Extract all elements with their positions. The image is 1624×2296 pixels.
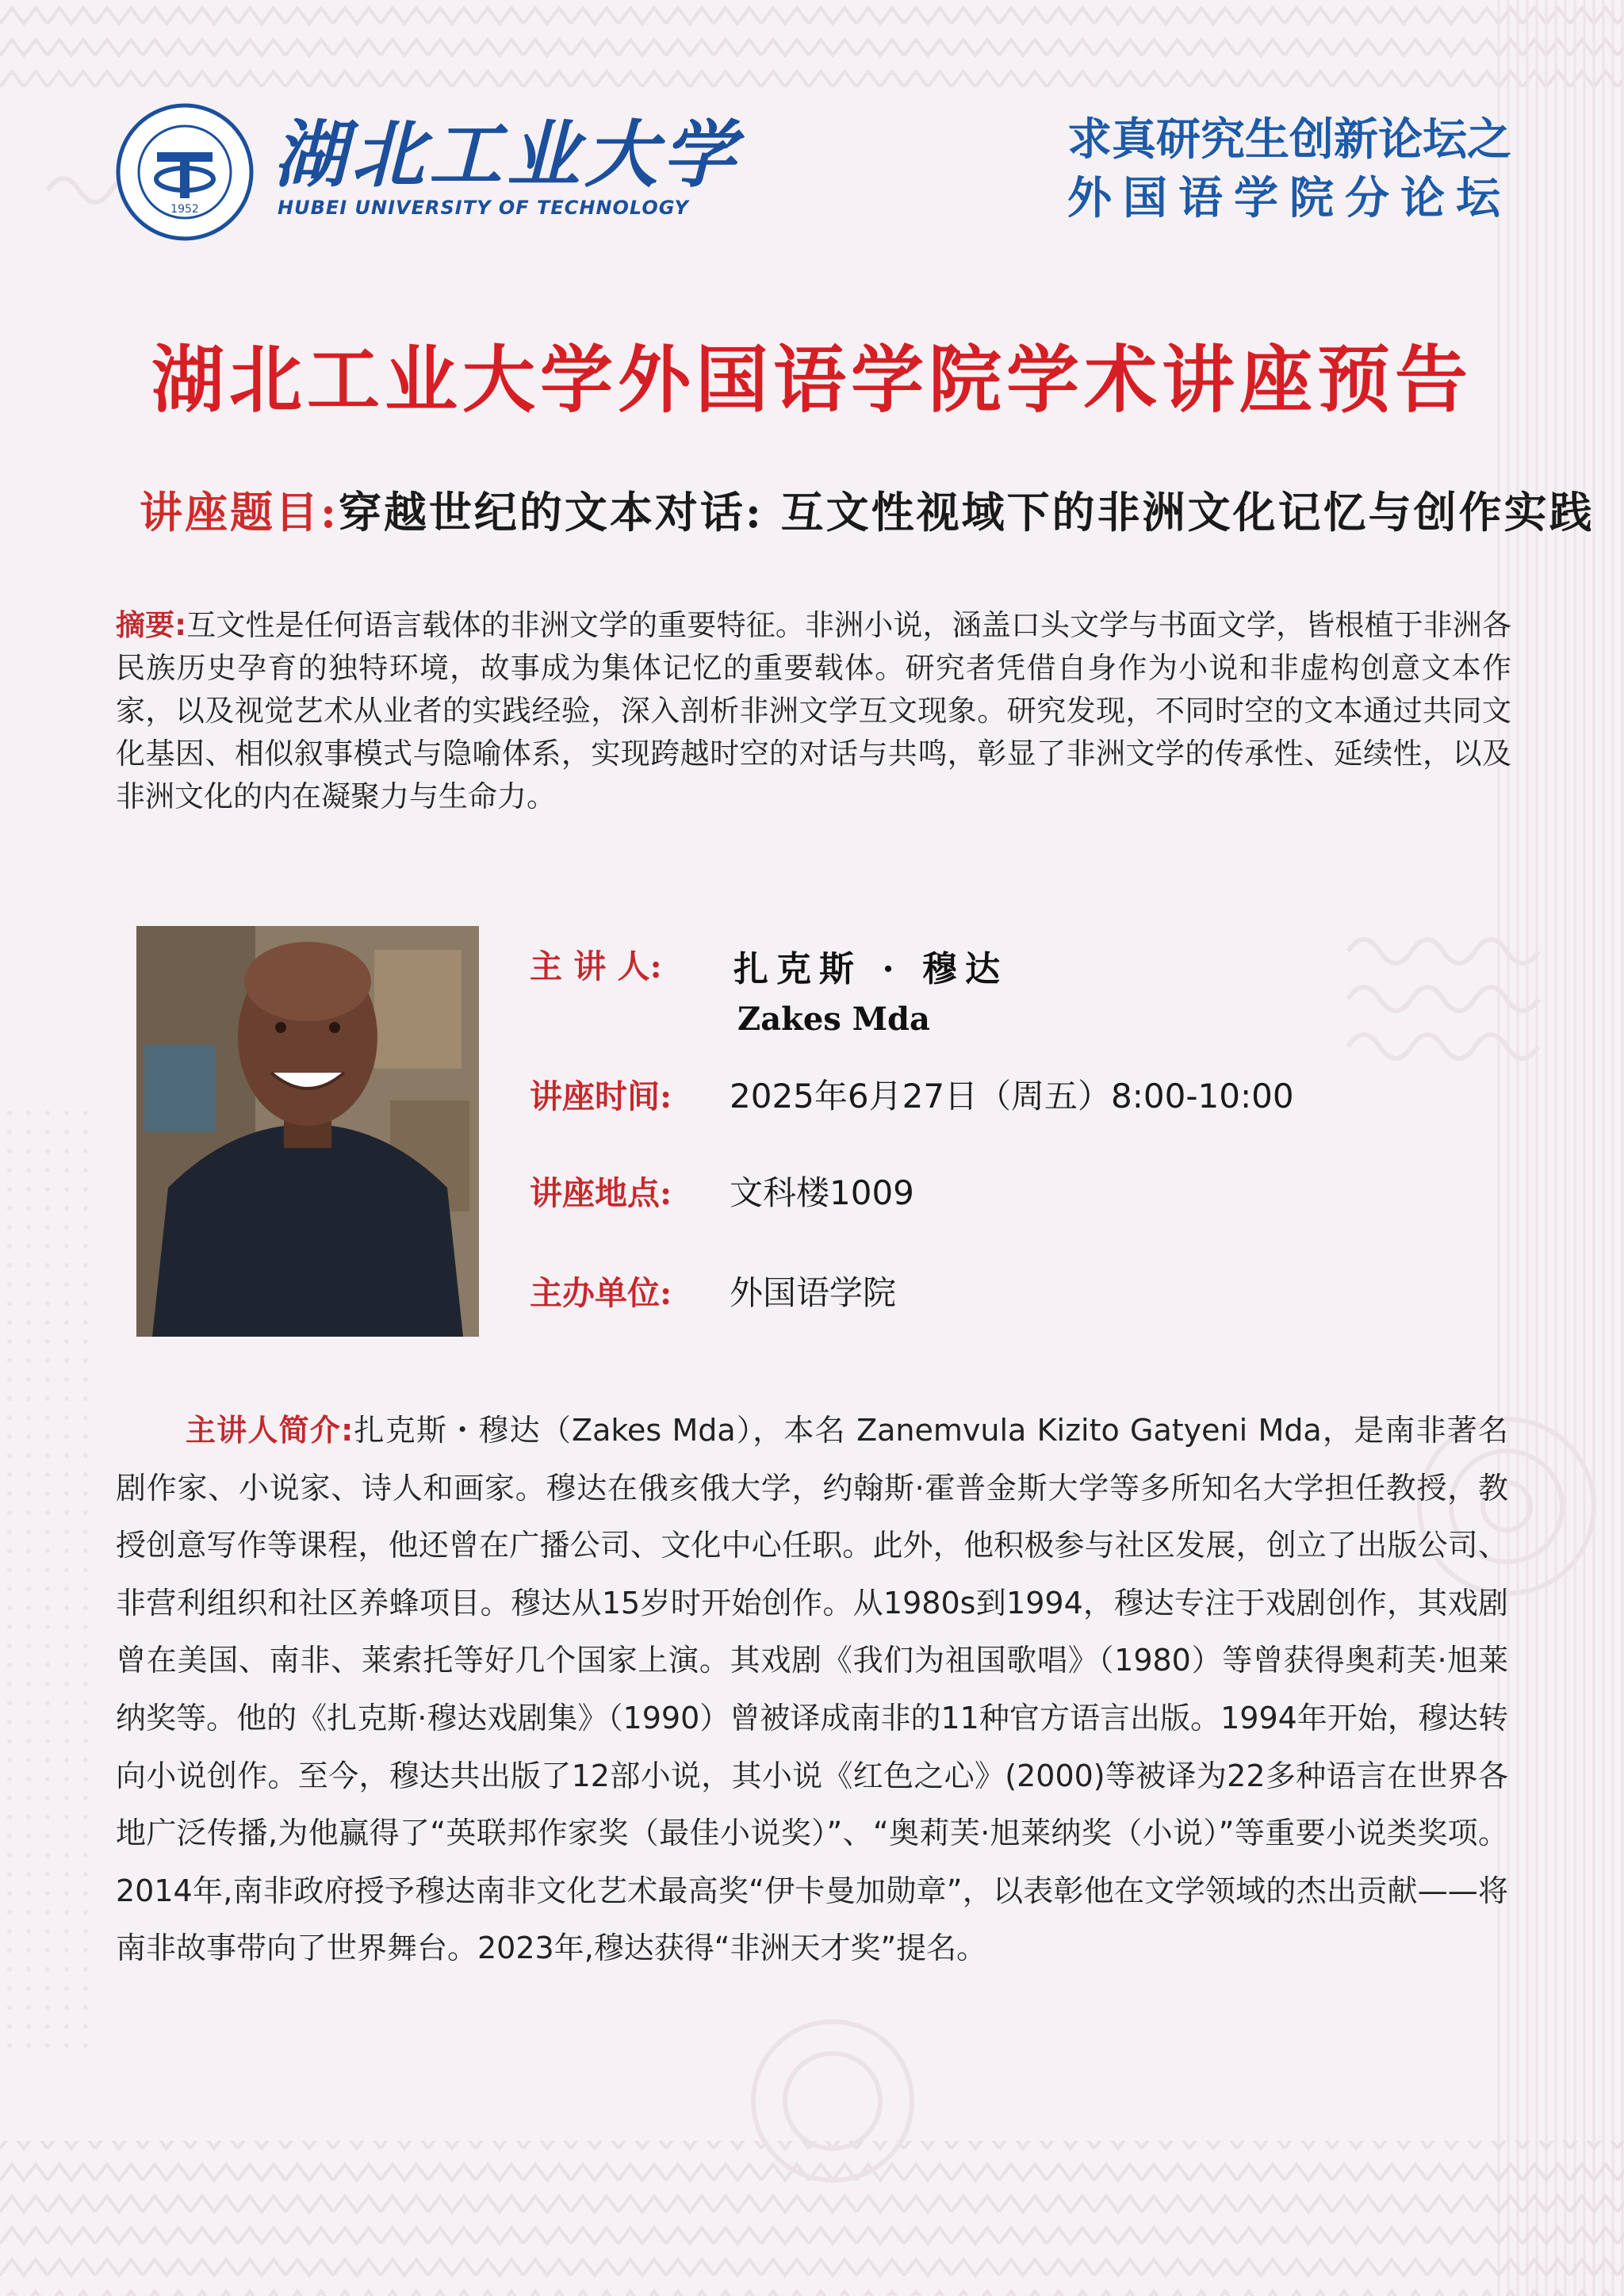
abstract-text: 互文性是任何语言载体的非洲文学的重要特征。非洲小说，涵盖口头文学与书面文学，皆根植于非洲各民族历史孕育的独特环境，故事成为集体记忆的重要载体。研究者凭借自身作为小说和非虚构创意文本作家，以及视觉艺术从业者的实践经验，深入剖析非洲文学互文现象。研究发现，不同时空的文本通过共同文化基因、相似叙事模式与隐喻体系，实现跨越时空的对话与共鸣，彰显了非洲文学的传承性、延续性，以及非洲文化的内在凝聚力与生命力。 [116, 608, 1511, 813]
lecture-host: 外国语学院 [730, 1273, 897, 1312]
bio-text: 扎克斯・穆达（Zakes Mda），本名 Zanemvula Kizito Gatyeni Mda，是南非著名剧作家、小说家、诗人和画家。穆达在俄亥俄大学，约翰斯·霍普金斯大学等多所知名大学担任教授，教授创意写作等课程，他还曾在广播公司、文化中心任职。此外，他积极参与社区发展，创立了出版公司、非营利组织和社区养蜂项目。穆达从15岁时开始创作。从1980s到1994，穆达专注于戏剧创作，其戏剧曾在美国、南非、莱索托等好几个国家上演。其戏剧《我们为祖国歌唱》（1980）等曾获得奥莉芙·旭莱纳奖等。他的《扎克斯·穆达戏剧集》（1990）曾被译成南非的11种官方语言出版。1994年开始，穆达转向小说创作。至今，穆达共出版了12部小说，其小说《红色之心》(2000)等被译为22多种语言在世界各地广泛传播,为他赢得了“英联邦作家奖（最佳小说奖）”、“奥莉芙·旭莱纳奖（小说）”等重要小说类奖项。2014年,南非政府授予穆达南非文化艺术最高奖“伊卡曼加勋章”，以表彰他在文学领域的杰出贡献——将南非故事带向了世界舞台。2023年,穆达获得“非洲天才奖”提名。 [116, 1413, 1508, 1966]
speaker-name-en: Zakes Mda [737, 1001, 930, 1038]
university-seal-logo [116, 103, 254, 241]
forum-title-line2: 外国语学院分论坛 [1067, 173, 1511, 224]
speaker-photo [136, 926, 479, 1337]
speaker-label: 主 讲 人: [530, 947, 662, 985]
page-title: 湖北工业大学外国语学院学术讲座预告 [151, 338, 1473, 423]
abstract-label: 摘要: [116, 608, 187, 642]
forum-title-line1: 求真研究生创新论坛之 [1067, 114, 1511, 166]
bio-label: 主讲人简介: [186, 1413, 354, 1448]
lecture-time: 2025年6月27日（周五）8:00-10:00 [730, 1077, 1294, 1115]
place-label: 讲座地点: [530, 1174, 672, 1212]
speaker-name-cn: 扎克斯 · 穆达 [733, 949, 1008, 989]
seal-year: 1952 [170, 203, 199, 216]
subject-value: 穿越世纪的文本对话: 互文性视域下的非洲文化记忆与创作实践 [338, 487, 1595, 538]
lecture-subject [140, 480, 1595, 544]
subject-label: 讲座题目: [140, 487, 339, 538]
forum-title [1067, 111, 1511, 228]
university-name-en: HUBEI UNIVERSITY OF TECHNOLOGY [278, 197, 689, 219]
speaker-bio-paragraph [116, 1402, 1508, 1977]
time-label: 讲座时间: [530, 1077, 672, 1115]
lecture-place: 文科楼1009 [730, 1173, 914, 1212]
abstract-paragraph [116, 604, 1511, 818]
university-name-cn: 湖北工业大学 [274, 112, 741, 197]
host-label: 主办单位: [530, 1274, 672, 1312]
